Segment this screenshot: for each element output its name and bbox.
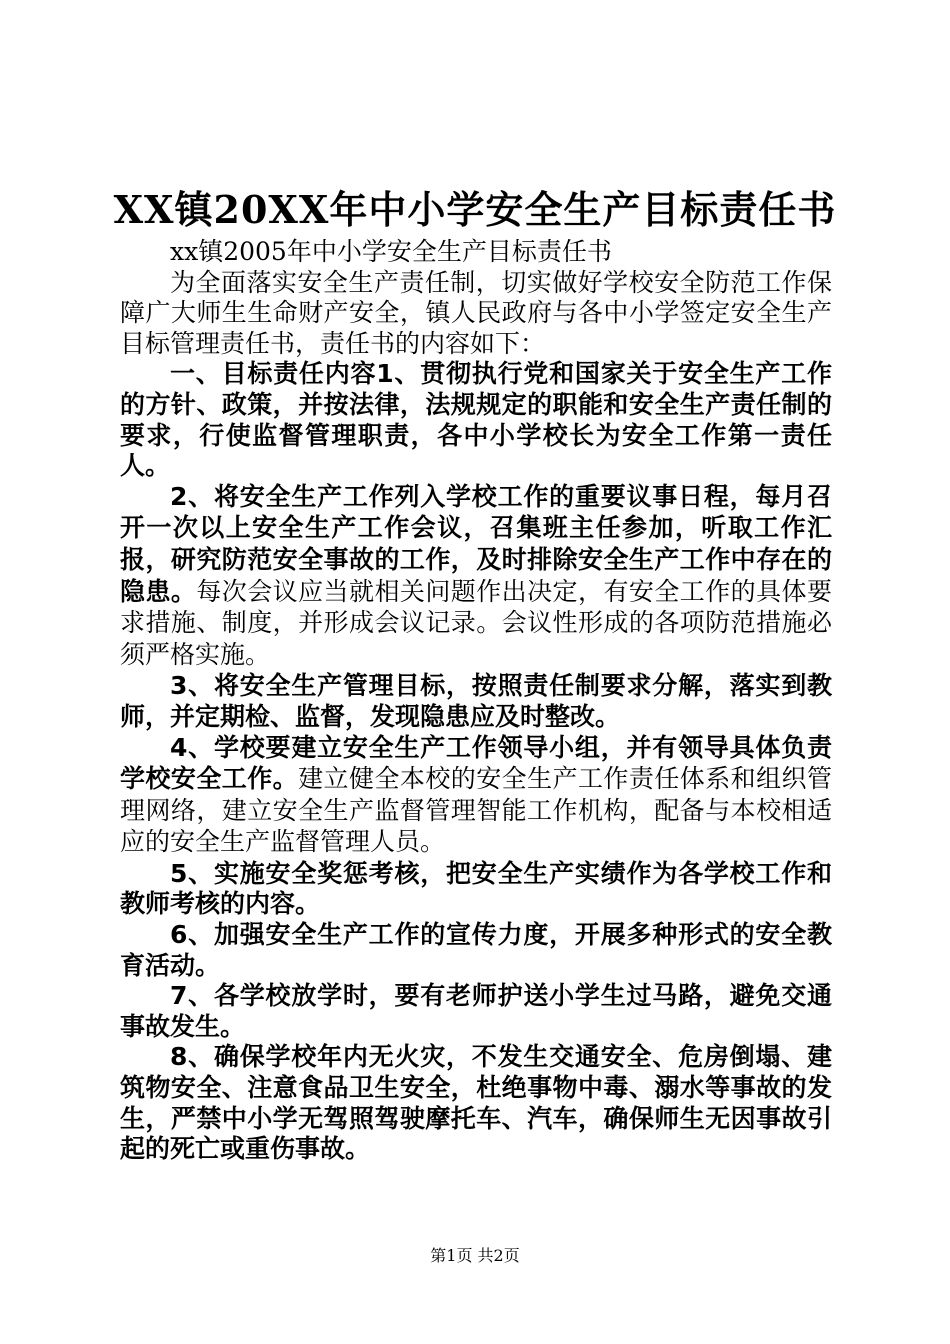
item-4-detail: 建立健全本校的安全生产工作责任体系和组织管理网络，建立安全生产监督管理智能工作机构，配备与本校相适应的安全生产监督管理人员。	[120, 764, 832, 857]
item-6-paragraph: 6、加强安全生产工作的宣传力度，开展多种形式的安全教育活动。	[120, 920, 832, 980]
subtitle-paragraph: xx镇2005年中小学安全生产目标责任书	[170, 237, 612, 266]
document-title: XX镇20XX年中小学安全生产目标责任书	[113, 187, 837, 232]
page-footer: 第1页 共2页	[430, 1246, 520, 1265]
item-7-paragraph: 7、各学校放学时，要有老师护送小学生过马路，避免交通事故发生。	[120, 981, 832, 1041]
item-4-text: 4、学校要建立安全生产工作领导小组，并有领导具体负责学校安全工作。	[120, 732, 832, 794]
document-body	[120, 237, 832, 1165]
item-2-paragraph	[120, 482, 832, 672]
item-8-paragraph: 8、确保学校年内无火灾，不发生交通安全、危房倒塌、建筑物安全、注意食品卫生安全，杜绝事物中毒、溺水等事故的发生，严禁中小学无驾照驾驶摩托车、汽车，确保师生无因事故引起的死亡或重伤事故。	[120, 1042, 832, 1164]
item-5-paragraph: 5、实施安全奖惩考核，把安全生产实绩作为各学校工作和教师考核的内容。	[120, 858, 832, 919]
item-2-detail: 每次会议应当就相关问题作出决定，有安全工作的具体要求措施、制度，并形成会议记录。会议性形成的各项防范措施必须严格实施。	[120, 576, 832, 669]
item-4-paragraph	[120, 733, 832, 859]
item-3-paragraph: 3、将安全生产管理目标，按照责任制要求分解，落实到教师，并定期检、监督，发现隐患应及时整改。	[120, 671, 832, 731]
item-2-text: 2、将安全生产工作列入学校工作的重要议事日程，每月召开一次以上安全生产工作会议，召集班主任参加，听取工作汇报，研究防范安全事故的工作，及时排除安全生产工作中存在的隐患。	[120, 481, 832, 606]
item-1-paragraph: 一、目标责任内容1、贯彻执行党和国家关于安全生产工作的方针、政策，并按法律，法规规定的职能和安全生产责任制的要求，行使监督管理职责，各中小学校长为安全工作第一责任人。	[120, 359, 832, 481]
intro-paragraph: 为全面落实安全生产责任制，切实做好学校安全防范工作保障广大师生生命财产安全，镇人民政府与各中小学签定安全生产目标管理责任书，责任书的内容如下：	[120, 267, 832, 358]
